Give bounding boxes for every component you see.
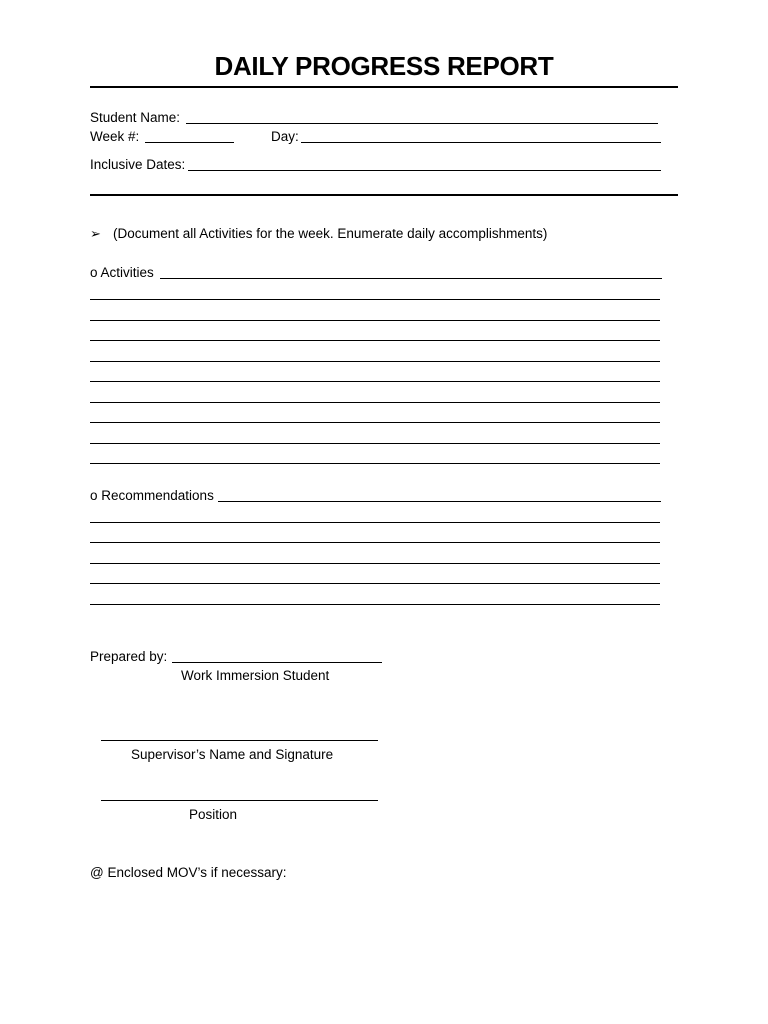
prepared-by-field[interactable] — [172, 662, 382, 663]
position-label: Position — [189, 807, 238, 822]
activities-line[interactable] — [90, 320, 660, 321]
activities-line[interactable] — [90, 402, 660, 403]
student-name-label: Student Name: — [90, 110, 181, 125]
inclusive-dates-field[interactable] — [188, 170, 661, 171]
recommendations-line[interactable] — [90, 542, 660, 543]
recommendations-line[interactable] — [218, 501, 661, 502]
activities-line[interactable] — [90, 361, 660, 362]
activities-label: o Activities — [90, 265, 154, 280]
week-field[interactable] — [145, 142, 234, 143]
enclosed-mov-note: @ Enclosed MOV’s if necessary: — [90, 865, 287, 880]
student-name-field[interactable] — [186, 123, 658, 124]
recommendations-label: o Recommendations — [90, 488, 214, 503]
activities-line[interactable] — [90, 299, 660, 300]
activities-line[interactable] — [90, 381, 660, 382]
week-label: Week #: — [90, 129, 140, 144]
activities-line[interactable] — [90, 340, 660, 341]
recommendations-line[interactable] — [90, 583, 660, 584]
activities-line[interactable] — [90, 422, 660, 423]
day-label: Day: — [271, 129, 299, 144]
recommendations-line[interactable] — [90, 563, 660, 564]
supervisor-label: Supervisor’s Name and Signature — [131, 747, 334, 762]
recommendations-line[interactable] — [90, 522, 660, 523]
inclusive-dates-label: Inclusive Dates: — [90, 157, 186, 172]
activities-line[interactable] — [90, 443, 660, 444]
supervisor-signature-line[interactable] — [101, 740, 378, 741]
title-rule — [90, 86, 678, 88]
prepared-by-label: Prepared by: — [90, 649, 168, 664]
arrow-bullet-icon: ➢ — [90, 226, 101, 241]
report-title: DAILY PROGRESS REPORT — [214, 51, 554, 81]
activities-line[interactable] — [160, 278, 662, 279]
recommendations-line[interactable] — [90, 604, 660, 605]
position-line[interactable] — [101, 800, 378, 801]
prepared-role-label: Work Immersion Student — [181, 668, 330, 683]
header-rule — [90, 194, 678, 196]
activities-line[interactable] — [90, 463, 660, 464]
instruction-text: (Document all Activities for the week. Enumerate daily accomplishments) — [113, 226, 548, 241]
day-field[interactable] — [301, 142, 661, 143]
